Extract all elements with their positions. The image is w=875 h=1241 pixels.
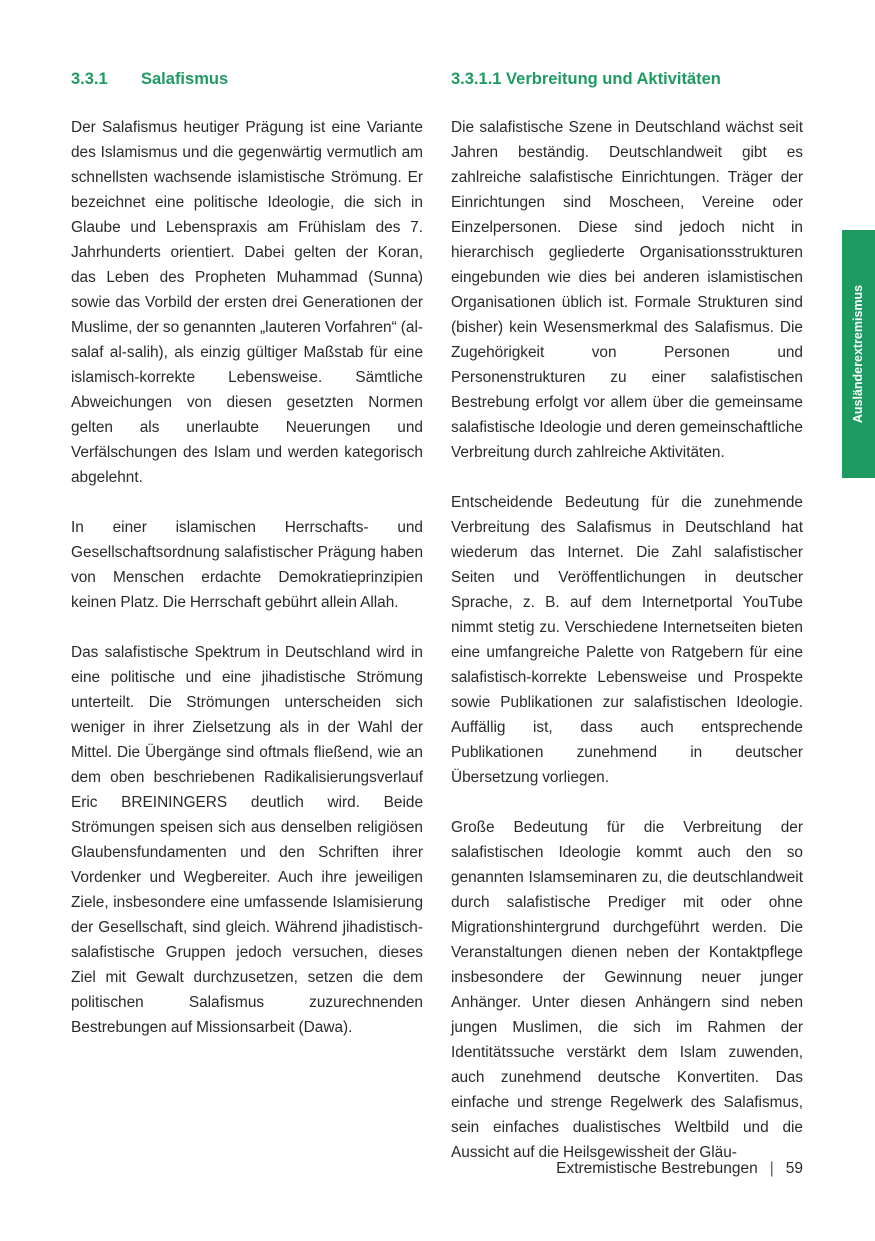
paragraph: Die salafistische Szene in Deutschland wächst seit Jahren beständig. Deutschlandweit gibt es zahlreiche salafistische Einrichtungen. Träger der Einrichtungen sind Moscheen, Vereine oder Einzelpersonen. Diese sind jedoch nicht in hierarchisch gegliederte Organisationsstrukturen eingebunden wie dies bei anderen islamistischen Organisationen üblich ist. Formale Strukturen sind (bisher) kein Wesensmerkmal des Salafismus. Die Zugehörigkeit von Personen und Personenstrukturen zu einer salafistischen Bestrebung erfolgt vor allem über die gemeinsame salafistische Ideologie und deren gemeinschaftliche Verbreitung durch zahlreiche Aktivitäten. — [451, 119, 803, 461]
paragraph: In einer islamischen Herrschafts- und Gesellschaftsordnung salafistischer Prägung haben von Menschen erdachte Demokratieprinzipien keinen Platz. Die Herrschaft gebührt allein Allah. — [71, 519, 423, 611]
section-title: Salafismus — [141, 70, 229, 88]
paragraph: Entscheidende Bedeutung für die zunehmende Verbreitung des Salafismus in Deutschland hat wiederum das Internet. Die Zahl salafistischer Seiten und Veröffentlichungen in deutscher Sprache, z. B. auf dem Internetportal YouTube nimmt stetig zu. Verschiedene Internetseiten bieten eine umfangreiche Palette von Ratgebern für eine salafistisch-korrekte Lebensweise und Prospekte sowie Publikationen zur salafistischen Ideologie. Auffällig ist, dass auch entsprechende Publikationen zunehmend in deutscher Übersetzung vorliegen. — [451, 494, 803, 786]
footer-separator: | — [769, 1160, 774, 1177]
page-number: 59 — [785, 1160, 803, 1177]
subsection-heading-verbreitung: 3.3.1.1 Verbreitung und Aktivitäten — [451, 70, 721, 88]
paragraph: Das salafistische Spektrum in Deutschland wird in eine politische und eine jihadistische Strömung unterteilt. Die Strömungen unterscheiden sich weniger in ihrer Zielsetzung als in der Wahl der Mittel. Die Übergänge sind oftmals fließend, wie an dem oben beschriebenen Radikalisierungsverlauf Eric BREININGERS deutlich wird. Beide Strömungen speisen sich aus denselben religiösen Glaubensfundamenten und den Schriften ihrer Vordenker und Wegbereiter. Auch ihre jeweiligen Ziele, insbesondere eine umfassende Islamisierung der Gesellschaft, sind gleich. Während jihadistisch-salafistische Gruppen jedoch versuchen, dieses Ziel mit Gewalt durchzusetzen, setzen die dem politischen Salafismus zuzurechnenden Bestrebungen auf Missionsarbeit (Dawa). — [71, 644, 423, 1036]
section-heading-salafismus — [71, 66, 423, 92]
chapter-side-tab — [842, 230, 875, 478]
right-column — [451, 66, 803, 1190]
running-title: Extremistische Bestrebungen — [556, 1160, 758, 1177]
left-column — [71, 66, 423, 1065]
paragraph: Der Salafismus heutiger Prägung ist eine Variante des Islamismus und die gegenwärtig vermutlich am schnellsten wachsende islamistische Strömung. Er bezeichnet eine politische Ideologie, die sich in Glaube und Lebenspraxis am Frühislam des 7. Jahrhunderts orientiert. Dabei gelten der Koran, das Leben des Propheten Muhammad (Sunna) sowie das Vorbild der ersten drei Generationen der Muslime, der so genannten „lauteren Vorfahren“ (al-salaf al-salih), als einzig gültiger Maßstab für eine islamisch-korrekte Lebensweise. Sämtliche Abweichungen von diesen gesetzten Normen gelten als unerlaubte Neuerungen und Verfälschungen des Islam und werden kategorisch abgelehnt. — [71, 119, 423, 486]
paragraph: Große Bedeutung für die Verbreitung der salafistischen Ideologie kommt auch den so genannten Islamseminaren zu, die deutschlandweit durch salafistische Prediger mit oder ohne Migrationshintergrund durchgeführt werden. Die Veranstaltungen dienen neben der Kontaktpflege insbesondere der Gewinnung neuer junger Anhänger. Unter diesen Anhängern sind neben jungen Muslimen, die sich im Rahmen der Identitätssuche verstärkt dem Islam zuwenden, auch zunehmend deutsche Konvertiten. Das einfache und strenge Regelwerk des Salafismus, sein einfaches dualistisches Weltbild und die Aussicht auf die Heilsgewissheit der Gläu- — [451, 819, 803, 1161]
section-number: 3.3.1 — [71, 70, 108, 88]
chapter-side-tab-label: Ausländerextremismus — [851, 284, 866, 424]
page-footer — [556, 1157, 803, 1181]
